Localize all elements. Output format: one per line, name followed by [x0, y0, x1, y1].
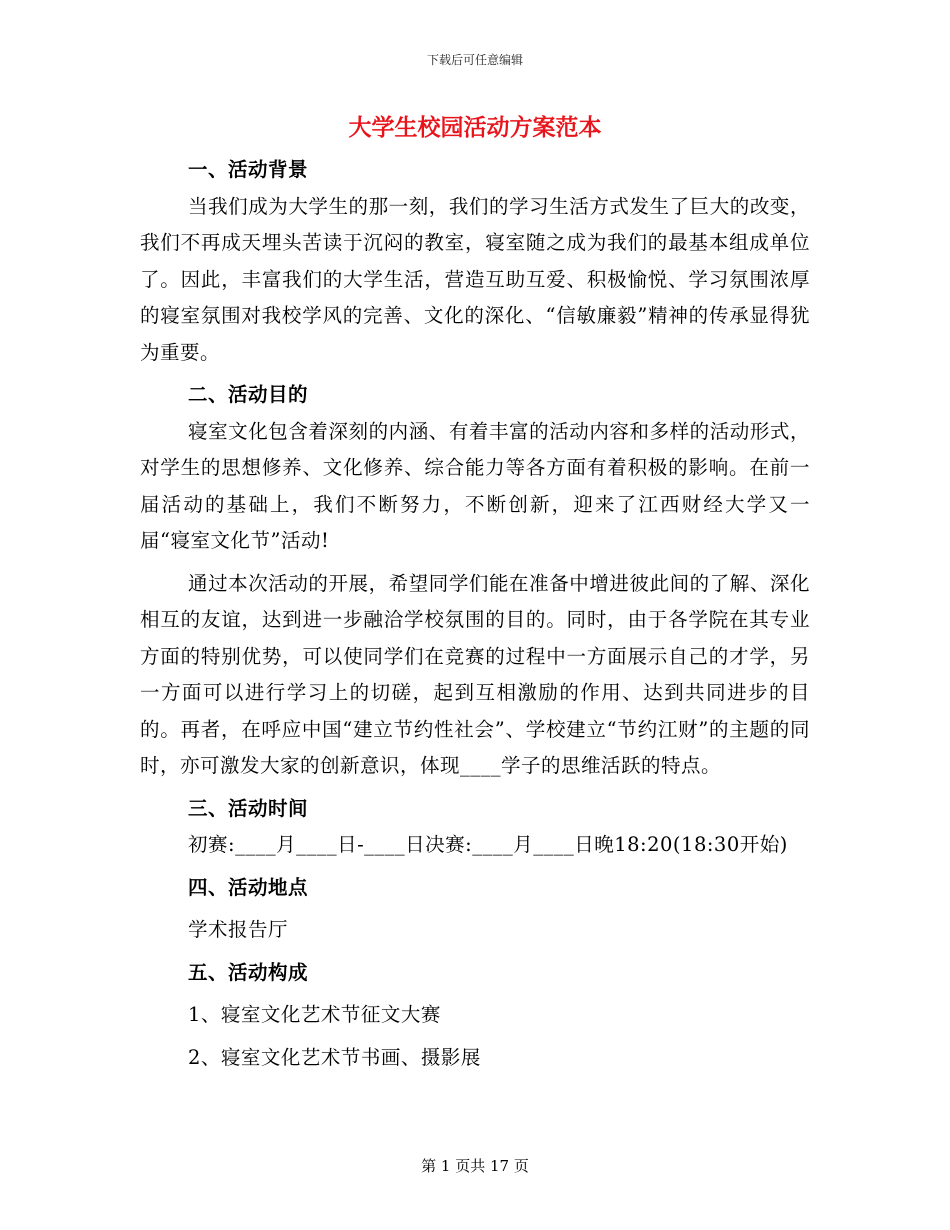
list-item-essay-contest: 1、寝室文化艺术节征文大赛	[188, 1003, 441, 1026]
section-heading-location: 四、活动地点	[188, 875, 309, 899]
list-item-art-photo-exhibition: 2、寝室文化艺术节书画、摄影展	[188, 1045, 481, 1069]
page-footer-pagination: 第 1 页共 17 页	[421, 1157, 529, 1175]
section-heading-composition: 五、活动构成	[188, 960, 309, 984]
paragraph-purpose-2: 通过本次活动的开展，希望同学们能在准备中增进彼此间的了解、深化相互的友谊，达到进一步融洽学校氛围的目的。同时，由于各学院在其专业方面的特别优势，可以使同学们在竞赛的过程中一方面展示自己的才学，另一方面可以进行学习上的切磋，起到互相激励的作用、达到共同进步的目的。再者，在呼应中国“建立节约性社会”、学校建立“节约江财”的主题的同时，亦可激发大家的创新意识，体现____学子的思维活跃的特点。	[140, 571, 810, 777]
document-title: 大学生校园活动方案范本	[348, 114, 602, 141]
paragraph-background: 当我们成为大学生的那一刻，我们的学习生活方式发生了巨大的改变，我们不再成天埋头苦读于沉闷的教室，寝室随之成为我们的最基本组成单位了。因此，丰富我们的大学生活，营造互助互爱、积极愉悦、学习氛围浓厚的寝室氛围对我校学风的完善、文化的深化、“信敏廉毅”精神的传承显得犹为重要。	[140, 194, 810, 364]
section-heading-purpose: 二、活动目的	[188, 383, 309, 406]
paragraph-purpose-1: 寝室文化包含着深刻的内涵、有着丰富的活动内容和多样的活动形式，对学生的思想修养、文化修养、综合能力等各方面有着积极的影响。在前一届活动的基础上，我们不断努力，不断创新，迎来了江西财经大学又一届“寝室文化节”活动!	[140, 419, 810, 552]
document-body	[140, 152, 810, 1076]
paragraph-location: 学术报告厅	[188, 918, 289, 941]
section-heading-background: 一、活动背景	[188, 158, 309, 181]
section-heading-time: 三、活动时间	[188, 796, 309, 820]
page-header-note: 下载后可任意编辑	[426, 53, 523, 67]
paragraph-time: 初赛:____月____日-____日决赛:____月____日晚18:20(18:30开始)	[188, 833, 788, 856]
